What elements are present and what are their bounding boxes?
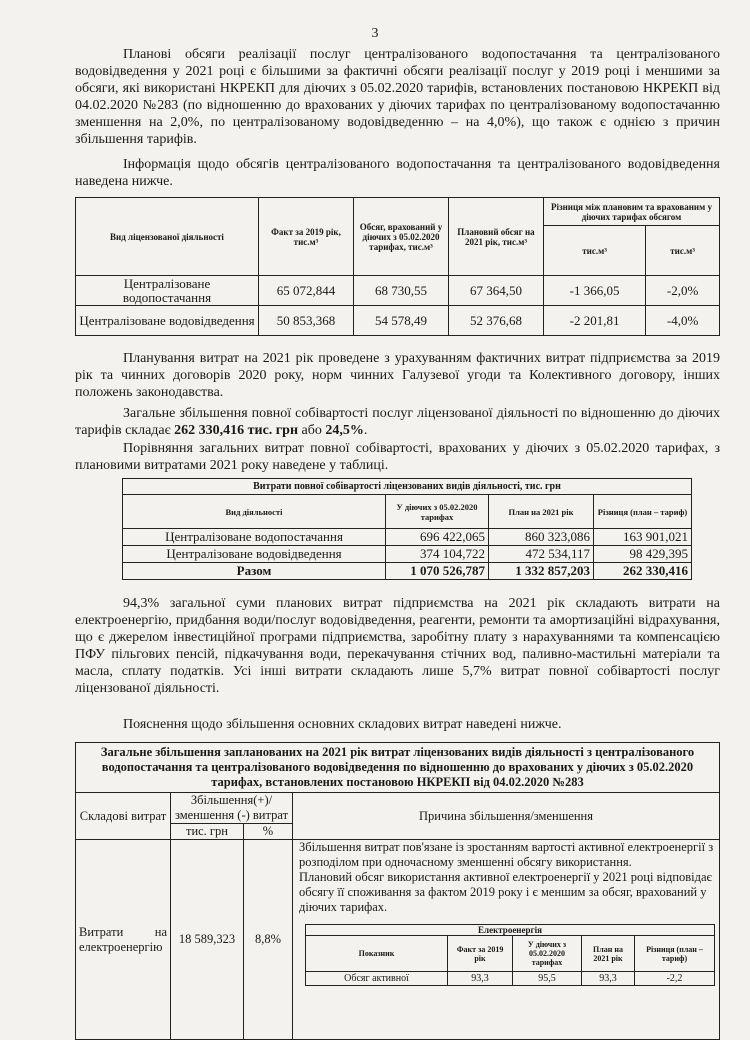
col-difference: Різниця між плановим та врахованим у діючих тарифах обсягом xyxy=(544,198,720,226)
paragraph-cost-planning: Планування витрат на 2021 рік проведене з урахуванням фактичних витрат підприємства за 2019 рік та чинних договорів 2020 року, норм чинних Галузевої угоди та Колективного договору, інших положень законодавства. xyxy=(75,351,720,400)
table-row: Витрати на електроенергію 18 589,323 8,8% Збільшення витрат пов'язане із зростанням вартості активної електроенергії з розподілом при одночасному зменшенні обсягу використання. Плановий обсяг використання активної електроенергії у 2021 році відповідає обсягу її споживання за фактом 2019 року і є меншим за обсяг, врахований у діючих тарифах. xyxy=(76,840,720,1040)
col-component: Складові витрат xyxy=(76,793,171,840)
col-plan: План на 2021 рік xyxy=(489,495,594,529)
cost-table-caption: Витрати повної собівартості ліцензованих видів діяльності, тис. грн xyxy=(123,479,692,495)
col-tariff: У діючих з 05.02.2020 тарифах xyxy=(386,495,489,529)
paragraph-explanations: Пояснення щодо збільшення основних складових витрат наведені нижче. xyxy=(123,717,562,732)
col-diff: Різниця (план – тариф) xyxy=(635,936,715,972)
col-activity: Вид ліцензованої діяльності xyxy=(76,198,259,276)
col-change: Збільшення(+)/зменшення (-) витрат xyxy=(171,793,293,824)
paragraph-cost-comparison: Порівняння загальних витрат повної собівартості, врахованих у діючих з 05.02.2020 тарифах, з плановими витратами 2021 року наведене у таблиці. xyxy=(75,441,720,473)
table-row: Централізоване водовідведення 374 104,722 472 534,117 98 429,395 xyxy=(123,546,692,563)
col-fact-2019: Факт за 2019 рік, тис.м³ xyxy=(259,198,354,276)
col-plan: План на 2021 рік xyxy=(582,936,635,972)
energy-table xyxy=(305,924,715,986)
paragraph-cost-structure: 94,3% загальної суми планових витрат підприємства на 2021 рік складають витрати на електроенергію, придбання води/послуг водовідведення, реагенти, ремонти та амортизаційні відрахування, що є джерелом інвестиційної програми підприємства, заробітну плату з нарахуваннями та компенсацією ПФУ пільгових пенсій, підкачування води, перекачування стічних вод, паливно-мастильні матеріали та масла, сплату податків. Усі інші витрати складають лише 5,7% витрат повної собівартості послуг ліцензованої діяльності. xyxy=(75,596,720,696)
col-pct: % xyxy=(244,824,293,840)
volumes-table xyxy=(75,197,720,336)
explain-table-caption: Загальне збільшення запланованих на 2021 рік витрат ліцензованих видів діяльності з централізованого водопостачання та централізованого водовідведення по відношенню до врахованих у діючих з 05.02.2020 тарифах, встановлених постановою НКРЕКП від 04.02.2020 №283 xyxy=(76,743,720,793)
energy-table-caption: Електроенергія xyxy=(306,925,715,936)
paragraph-volumes-info: Інформація щодо обсягів централізованого водопостачання та централізованого водовідведення наведена нижче. xyxy=(75,157,720,189)
col-diff: Різниця (план – тариф) xyxy=(594,495,692,529)
paragraph-cost-increase: Загальне збільшення повної собівартості послуг ліцензованої діяльності по відношенню до діючих тарифів складає 262 330,416 тис. грн або 24,5%. xyxy=(75,406,720,438)
col-activity: Вид діяльності xyxy=(123,495,386,529)
table-row: Централізоване водовідведення 50 853,368 54 578,49 52 376,68 -2 201,81 -4,0% xyxy=(76,306,720,336)
explain-table xyxy=(75,742,720,1040)
col-plan-2021: Плановий обсяг на 2021 рік, тис.м³ xyxy=(449,198,544,276)
col-indicator: Показник xyxy=(306,936,448,972)
table-row: Централізоване водопостачання 696 422,065 860 323,086 163 901,021 xyxy=(123,529,692,546)
col-tariff: У діючих з 05.02.2020 тарифах xyxy=(513,936,582,972)
col-tariff-volume: Обсяг, врахований у діючих з 05.02.2020 тарифах, тис.м³ xyxy=(354,198,449,276)
col-fact: Факт за 2019 рік xyxy=(448,936,513,972)
col-diff-pct: тис.м³ xyxy=(646,226,720,276)
table-total-row: Разом 1 070 526,787 1 332 857,203 262 330,416 xyxy=(123,563,692,580)
cost-table xyxy=(122,478,692,580)
table-row: Обсяг активної 93,3 95,5 93,3 -2,2 xyxy=(306,972,715,986)
table-row: Централізоване водопостачання 65 072,844 68 730,55 67 364,50 -1 366,05 -2,0% xyxy=(76,276,720,306)
col-diff-thousand-m3: тис.м³ xyxy=(544,226,646,276)
col-reason: Причина збільшення/зменшення xyxy=(293,793,720,840)
col-thousand-uah: тис. грн xyxy=(171,824,244,840)
paragraph-plan-volumes: Планові обсяги реалізації послуг централізованого водопостачання та централізованого водовідведення у 2021 році є більшими за фактичні обсяги реалізації послуг у 2019 році і меншими за обсяги, які використані НКРЕКП для діючих з 05.02.2020 тарифів, встановлених постановою НКРЕКП від 04.02.2020 №283 (по відношенню до врахованих у діючих тарифах по централізованому водопостачанню зменшення на 2,0%, по централізованому водовідведенню – на 4,0%), що також є однією з причин збільшення тарифів. xyxy=(75,47,720,147)
page-number: 3 xyxy=(371,26,379,41)
